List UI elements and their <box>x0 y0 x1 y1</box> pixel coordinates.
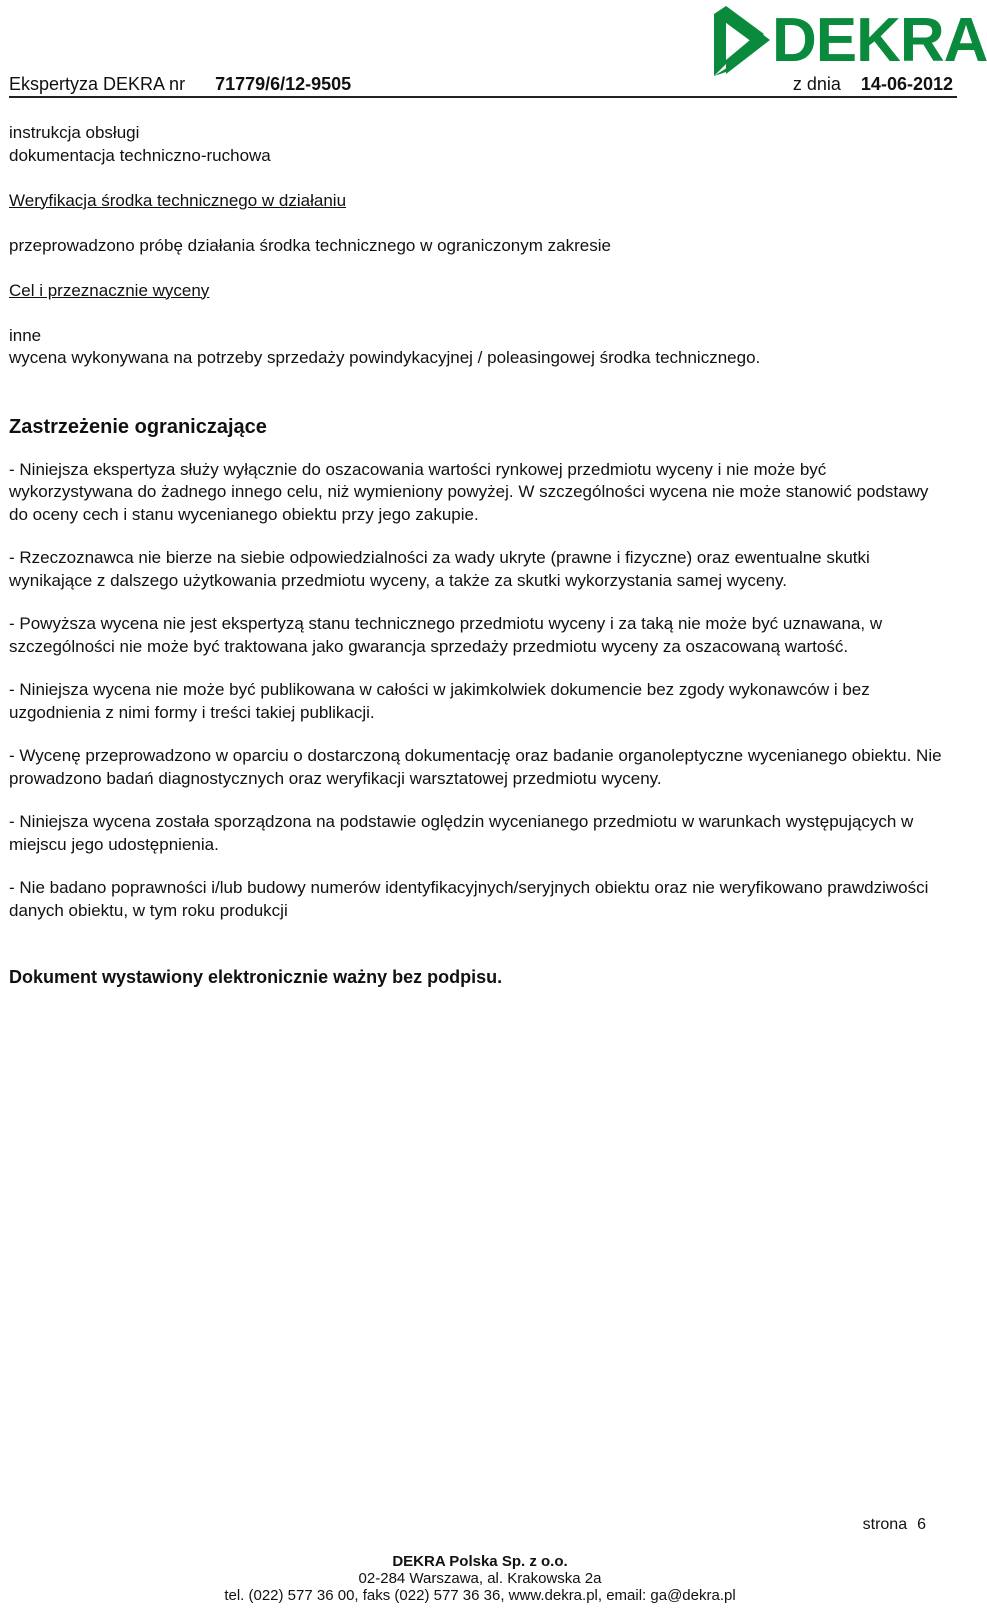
doc-item-manual: instrukcja obsługi <box>9 123 140 142</box>
dekra-arrow-icon <box>712 6 772 80</box>
page-value: 6 <box>917 1516 926 1533</box>
restrictions-title: Zastrzeżenie ograniczające <box>9 415 267 438</box>
purpose-heading: Cel i przeznacznie wyceny <box>9 280 210 300</box>
date-label: z dnia <box>792 74 841 94</box>
restriction-clause: - Wycenę przeprowadzono w oparciu o dostarczoną dokumentację oraz badanie organoleptyczne wycenianego obiektu. Nie prowadzono badań diagnostycznych oraz weryfikacji warsztatowej przedmiotu wyceny. <box>9 746 942 788</box>
doc-date <box>793 72 953 96</box>
logo-wordmark: DEKRA <box>772 6 987 75</box>
restriction-clause: - Niniejsza wycena nie może być publikowana w całości w jakimkolwiek dokumencie bez zgody wykonawców i bez uzgodnienia z nimi formy i treści takiej publikacji. <box>9 680 870 722</box>
footer-company: DEKRA Polska Sp. z o.o. <box>392 1553 568 1570</box>
purpose-description: wycena wykonywana na potrzeby sprzedaży powindykacyjnej / poleasingowej środka technicznego. <box>9 348 761 367</box>
restriction-clause: - Niniejsza wycena została sporządzona na podstawie oględzin wycenianego przedmiotu w warunkach występujących w miejscu jego udostępnienia. <box>9 812 914 854</box>
footer-address: 02-284 Warszawa, al. Krakowska 2a <box>358 1570 602 1587</box>
dekra-logo <box>712 6 987 80</box>
footer-contact: tel. (022) 577 36 00, faks (022) 577 36 36, www.dekra.pl, email: ga@dekra.pl <box>224 1587 736 1604</box>
doc-label: Ekspertyza DEKRA nr <box>9 74 186 94</box>
restriction-clause: - Powyższa wycena nie jest ekspertyzą stanu technicznego przedmiotu wyceny i za taką nie może być uznawana, w szczególności nie może być traktowana jako gwarancja sprzedaży przedmiotu wyceny za oszacowaną wartość. <box>9 614 883 656</box>
document-header <box>9 72 957 98</box>
purpose-type: inne <box>9 325 42 345</box>
company-footer <box>0 1553 960 1604</box>
doc-id <box>9 72 351 96</box>
verification-heading: Weryfikacja środka technicznego w działaniu <box>9 190 347 210</box>
page-label: strona <box>862 1516 908 1533</box>
restriction-clause: - Niniejsza ekspertyza służy wyłącznie do oszacowania wartości rynkowej przedmiotu wyceny i nie może być wykorzystywana do żadnego innego celu, niż wymieniony powyżej. W szczególności wycena nie może stanowić podstawy do oceny cech i stanu wycenianego obiektu przy jego zakupie. <box>9 459 929 524</box>
doc-number: 71779/6/12-9505 <box>215 74 352 94</box>
restriction-clause: - Rzeczoznawca nie bierze na siebie odpowiedzialności za wady ukryte (prawne i fizyczne) oraz ewentualne skutki wynikające z dalszego użytkowania przedmiotu wyceny, a także za skutki wykorzystania samej wyceny. <box>9 548 870 590</box>
doc-item-dtr: dokumentacja techniczno-ruchowa <box>9 145 271 165</box>
page-number <box>863 1516 926 1534</box>
signature-note: Dokument wystawiony elektronicznie ważny bez podpisu. <box>9 967 503 987</box>
date-value: 14-06-2012 <box>860 74 953 94</box>
restriction-clause: - Nie badano poprawności i/lub budowy numerów identyfikacyjnych/seryjnych obiektu oraz nie weryfikowano prawdziwości danych obiektu, w tym roku produkcji <box>9 878 929 920</box>
verification-text: przeprowadzono próbę działania środka technicznego w ograniczonym zakresie <box>9 235 611 255</box>
document-body <box>9 122 951 989</box>
